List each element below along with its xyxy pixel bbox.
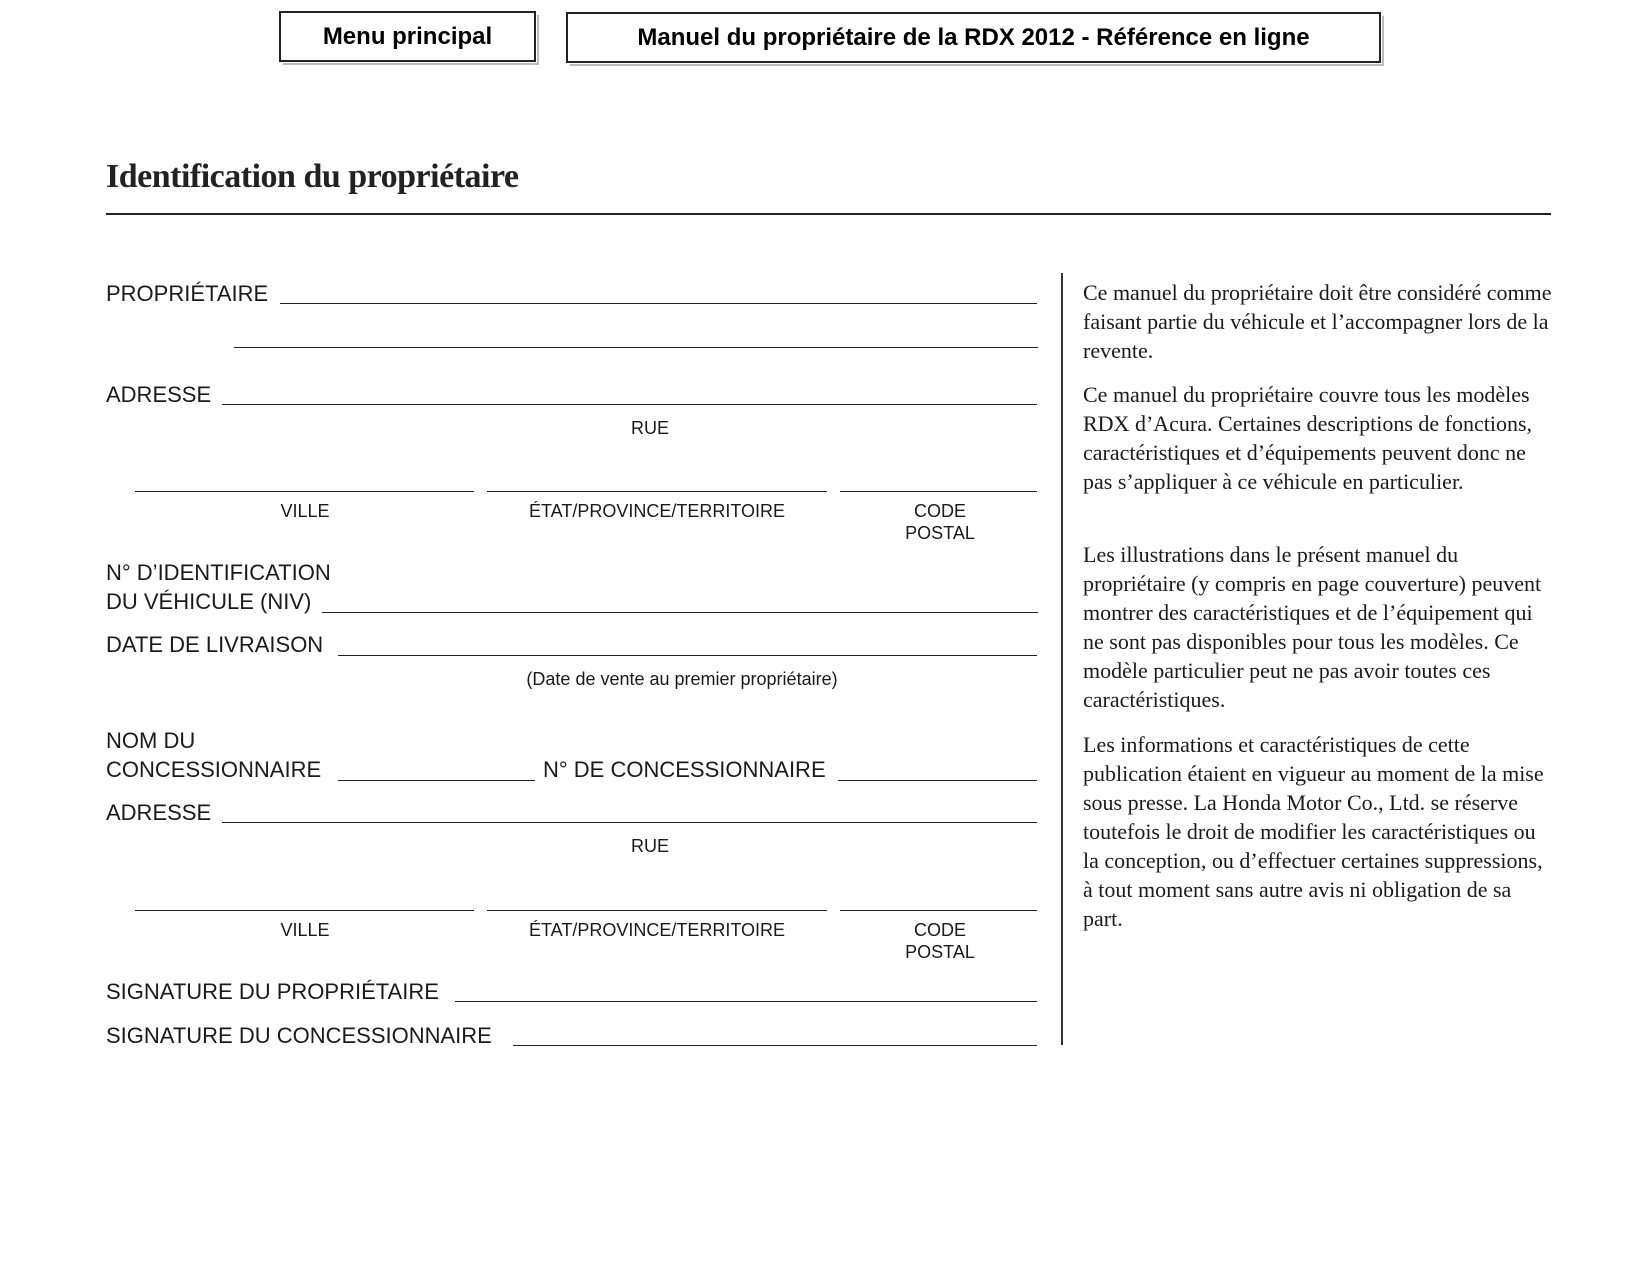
dealer-address-label: ADRESSE [106,800,212,825]
dealer-state-field[interactable] [487,910,827,911]
dealer-postal-code-field[interactable] [840,910,1037,911]
delivery-date-field[interactable] [338,655,1037,656]
owner-signature-label: SIGNATURE DU PROPRIÉTAIRE [106,979,439,1004]
column-divider [1061,273,1063,1045]
main-menu-button[interactable]: Menu principal [279,11,536,62]
note-paragraph-3: Les illustrations dans le présent manuel du propriétaire (y compris en page couverture) peuvent montrer des caractéristiques et de l’équipement qui ne sont pas disponibles pour tous les modèles. Ce modèle particulier peut ne pas avoir toutes ces caractéristiques. [1083,542,1542,712]
online-reference-button[interactable]: Manuel du propriétaire de la RDX 2012 - Référence en ligne [566,12,1381,63]
dealer-signature-field[interactable] [513,1045,1037,1046]
city-field[interactable] [135,491,474,492]
note-paragraph-1: Ce manuel du propriétaire doit être considéré comme faisant partie du véhicule et l’accompagner lors de la revente. [1083,280,1552,363]
dealer-name-label-line1: NOM DU [106,728,196,753]
owner-field[interactable] [280,303,1037,304]
delivery-date-label: DATE DE LIVRAISON [106,632,324,657]
dealer-name-label-line2: CONCESSIONNAIRE [106,757,322,782]
vin-label-line2: DU VÉHICULE (NIV) [106,589,312,614]
dealer-number-field[interactable] [838,780,1037,781]
note-paragraph-4: Les informations et caractéristiques de cette publication étaient en vigueur au moment de la mise sous presse. La Honda Motor Co., Ltd. se réserve toutefois le droit de modifier les caractéristiques ou la conception, ou d’effectuer certaines suppressions, à tout moment sans autre avis ni obligation de sa part. [1083,732,1544,931]
note-paragraph-2: Ce manuel du propriétaire couvre tous les modèles RDX d’Acura. Certaines descriptions de fonctions, caractéristiques et d’équipements peuvent donc ne pas s’appliquer à ce véhicule en particulier. [1083,382,1533,494]
owner-field-2[interactable] [234,347,1038,348]
address-label: ADRESSE [106,382,212,407]
title-divider [106,213,1551,215]
postal-caption-line1: CODE [913,501,966,521]
dealer-postal-caption-line1: CODE [913,920,966,940]
vin-field[interactable] [322,612,1038,613]
owner-label: PROPRIÉTAIRE [106,281,269,306]
delivery-date-caption: (Date de vente au premier propriétaire) [526,669,838,689]
street-caption: RUE [630,418,669,438]
owner-signature-field[interactable] [455,1001,1037,1002]
state-field[interactable] [487,491,827,492]
street-field[interactable] [222,404,1037,405]
city-caption: VILLE [280,501,330,521]
dealer-street-caption: RUE [630,836,669,856]
state-caption: ÉTAT/PROVINCE/TERRITOIRE [528,501,786,521]
dealer-street-field[interactable] [222,822,1037,823]
dealer-name-field[interactable] [338,780,535,781]
postal-code-field[interactable] [840,491,1037,492]
dealer-city-field[interactable] [135,910,474,911]
postal-caption-line2: POSTAL [905,523,975,543]
vin-label-line1: N° D’IDENTIFICATION [106,560,331,585]
dealer-state-caption: ÉTAT/PROVINCE/TERRITOIRE [528,920,786,940]
page-title: Identification du propriétaire [106,158,519,195]
dealer-city-caption: VILLE [280,920,330,940]
dealer-signature-label: SIGNATURE DU CONCESSIONNAIRE [106,1023,492,1048]
dealer-postal-caption-line2: POSTAL [905,942,975,962]
dealer-number-label: N° DE CONCESSIONNAIRE [543,757,826,782]
